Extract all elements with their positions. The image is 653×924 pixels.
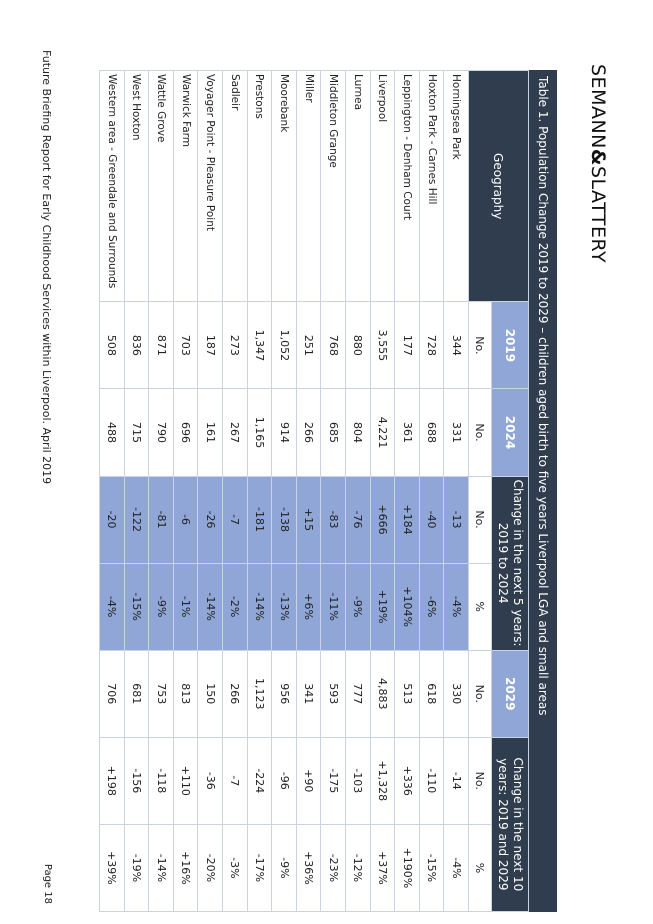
value-cell: +15 xyxy=(296,476,321,563)
value-cell: 513 xyxy=(395,650,420,737)
value-cell: 728 xyxy=(419,302,444,389)
value-cell: 696 xyxy=(173,389,198,476)
value-cell: 836 xyxy=(124,302,149,389)
value-cell: 706 xyxy=(100,650,125,737)
table-row xyxy=(370,71,395,912)
population-table xyxy=(99,70,557,912)
value-cell: 1,123 xyxy=(247,650,272,737)
value-cell: -7 xyxy=(223,737,248,824)
value-cell: 344 xyxy=(444,302,469,389)
table-row xyxy=(395,71,420,912)
value-cell: +336 xyxy=(395,737,420,824)
value-cell: -6 xyxy=(173,476,198,563)
geography-cell: Horningsea Park xyxy=(444,71,469,302)
geography-cell: Leppington - Denham Court xyxy=(395,71,420,302)
value-cell: 715 xyxy=(124,389,149,476)
data-table xyxy=(99,70,529,912)
value-cell: 1,165 xyxy=(247,389,272,476)
value-cell: 341 xyxy=(296,650,321,737)
value-cell: 4,221 xyxy=(370,389,395,476)
geography-cell: Lurnea xyxy=(346,71,371,302)
header-2019: 2019 xyxy=(492,302,529,389)
subheader-pct: % xyxy=(469,563,492,650)
value-cell: -9% xyxy=(272,824,297,911)
value-cell: -103 xyxy=(346,737,371,824)
geography-cell: West Hoxton xyxy=(124,71,149,302)
value-cell: 266 xyxy=(223,650,248,737)
value-cell: -4% xyxy=(444,824,469,911)
value-cell: -9% xyxy=(149,563,174,650)
value-cell: -14% xyxy=(247,563,272,650)
value-cell: +190% xyxy=(395,824,420,911)
value-cell: 753 xyxy=(149,650,174,737)
value-cell: +184 xyxy=(395,476,420,563)
value-cell: -14 xyxy=(444,737,469,824)
geography-cell: Voyager Point - Pleasure Point xyxy=(198,71,223,302)
value-cell: 956 xyxy=(272,650,297,737)
table-row xyxy=(444,71,469,912)
value-cell: +36% xyxy=(296,824,321,911)
subheader-no: No. xyxy=(469,476,492,563)
value-cell: 618 xyxy=(419,650,444,737)
subheader-no: No. xyxy=(469,650,492,737)
geography-cell: Western area - Greendale and Surrounds xyxy=(100,71,125,302)
value-cell: -83 xyxy=(321,476,346,563)
value-cell: 331 xyxy=(444,389,469,476)
value-cell: 251 xyxy=(296,302,321,389)
geography-cell: Middleton Grange xyxy=(321,71,346,302)
value-cell: -138 xyxy=(272,476,297,563)
value-cell: +90 xyxy=(296,737,321,824)
value-cell: 3,555 xyxy=(370,302,395,389)
value-cell: -14% xyxy=(149,824,174,911)
value-cell: 703 xyxy=(173,302,198,389)
brand-logo: SEMANN&SLATTERY xyxy=(587,64,609,264)
value-cell: 777 xyxy=(346,650,371,737)
value-cell: -12% xyxy=(346,824,371,911)
value-cell: -13 xyxy=(444,476,469,563)
value-cell: 1,052 xyxy=(272,302,297,389)
table-caption: Table 1. Population Change 2019 to 2029 – children aged birth to five years Liverpool LGA and small areas xyxy=(529,70,557,912)
value-cell: +198 xyxy=(100,737,125,824)
table-row xyxy=(173,71,198,912)
value-cell: -4% xyxy=(100,563,125,650)
geography-cell: Warwick Farm xyxy=(173,71,198,302)
value-cell: -156 xyxy=(124,737,149,824)
table-row xyxy=(247,71,272,912)
table-row xyxy=(100,71,125,912)
value-cell: -13% xyxy=(272,563,297,650)
value-cell: 688 xyxy=(419,389,444,476)
value-cell: 488 xyxy=(100,389,125,476)
value-cell: +39% xyxy=(100,824,125,911)
value-cell: -9% xyxy=(346,563,371,650)
header-change-5yr: Change in the next 5 years: 2019 to 2024 xyxy=(492,476,529,650)
value-cell: -6% xyxy=(419,563,444,650)
table-row xyxy=(296,71,321,912)
value-cell: 685 xyxy=(321,389,346,476)
value-cell: 813 xyxy=(173,650,198,737)
value-cell: -15% xyxy=(419,824,444,911)
geography-cell: Wattle Grove xyxy=(149,71,174,302)
value-cell: -14% xyxy=(198,563,223,650)
value-cell: -122 xyxy=(124,476,149,563)
subheader-no: No. xyxy=(469,389,492,476)
value-cell: +16% xyxy=(173,824,198,911)
value-cell: +110 xyxy=(173,737,198,824)
geography-cell: Sadleir xyxy=(223,71,248,302)
value-cell: 361 xyxy=(395,389,420,476)
value-cell: 593 xyxy=(321,650,346,737)
value-cell: -7 xyxy=(223,476,248,563)
geography-cell: Miller xyxy=(296,71,321,302)
value-cell: -1% xyxy=(173,563,198,650)
value-cell: -2% xyxy=(223,563,248,650)
value-cell: -11% xyxy=(321,563,346,650)
value-cell: -19% xyxy=(124,824,149,911)
value-cell: +1,328 xyxy=(370,737,395,824)
value-cell: -4% xyxy=(444,563,469,650)
value-cell: -3% xyxy=(223,824,248,911)
value-cell: +37% xyxy=(370,824,395,911)
value-cell: -23% xyxy=(321,824,346,911)
subheader-no: No. xyxy=(469,737,492,824)
value-cell: -40 xyxy=(419,476,444,563)
value-cell: 790 xyxy=(149,389,174,476)
page-number: Page 18 xyxy=(42,863,53,904)
value-cell: +6% xyxy=(296,563,321,650)
value-cell: 880 xyxy=(346,302,371,389)
header-geography: Geography xyxy=(469,71,529,302)
header-2029: 2029 xyxy=(492,650,529,737)
table-row xyxy=(149,71,174,912)
table-row xyxy=(346,71,371,912)
value-cell: 681 xyxy=(124,650,149,737)
header-2024: 2024 xyxy=(492,389,529,476)
value-cell: -224 xyxy=(247,737,272,824)
subheader-pct: % xyxy=(469,824,492,911)
table-row xyxy=(419,71,444,912)
value-cell: -81 xyxy=(149,476,174,563)
value-cell: +666 xyxy=(370,476,395,563)
geography-cell: Moorebank xyxy=(272,71,297,302)
value-cell: +19% xyxy=(370,563,395,650)
value-cell: 768 xyxy=(321,302,346,389)
geography-cell: Liverpool xyxy=(370,71,395,302)
value-cell: -26 xyxy=(198,476,223,563)
value-cell: 267 xyxy=(223,389,248,476)
table-row xyxy=(272,71,297,912)
subheader-no: No. xyxy=(469,302,492,389)
value-cell: 508 xyxy=(100,302,125,389)
footer-text: Future Briefing Report for Early Childhood Services within Liverpool. April 2019 xyxy=(40,50,53,485)
value-cell: -17% xyxy=(247,824,272,911)
value-cell: 187 xyxy=(198,302,223,389)
table-row xyxy=(321,71,346,912)
value-cell: -118 xyxy=(149,737,174,824)
value-cell: 273 xyxy=(223,302,248,389)
value-cell: +104% xyxy=(395,563,420,650)
value-cell: -181 xyxy=(247,476,272,563)
value-cell: 4,883 xyxy=(370,650,395,737)
value-cell: -175 xyxy=(321,737,346,824)
value-cell: 150 xyxy=(198,650,223,737)
value-cell: -20% xyxy=(198,824,223,911)
value-cell: -76 xyxy=(346,476,371,563)
geography-cell: Prestons xyxy=(247,71,272,302)
value-cell: 1,347 xyxy=(247,302,272,389)
value-cell: -110 xyxy=(419,737,444,824)
table-row xyxy=(124,71,149,912)
value-cell: 161 xyxy=(198,389,223,476)
table-row xyxy=(223,71,248,912)
geography-cell: Hoxton Park - Carnes Hill xyxy=(419,71,444,302)
value-cell: 266 xyxy=(296,389,321,476)
value-cell: 177 xyxy=(395,302,420,389)
value-cell: -20 xyxy=(100,476,125,563)
value-cell: -15% xyxy=(124,563,149,650)
value-cell: -36 xyxy=(198,737,223,824)
header-change-10yr: Change in the next 10 years: 2019 and 2029 xyxy=(492,737,529,911)
value-cell: -96 xyxy=(272,737,297,824)
table-row xyxy=(198,71,223,912)
value-cell: 871 xyxy=(149,302,174,389)
value-cell: 330 xyxy=(444,650,469,737)
value-cell: 914 xyxy=(272,389,297,476)
value-cell: 804 xyxy=(346,389,371,476)
